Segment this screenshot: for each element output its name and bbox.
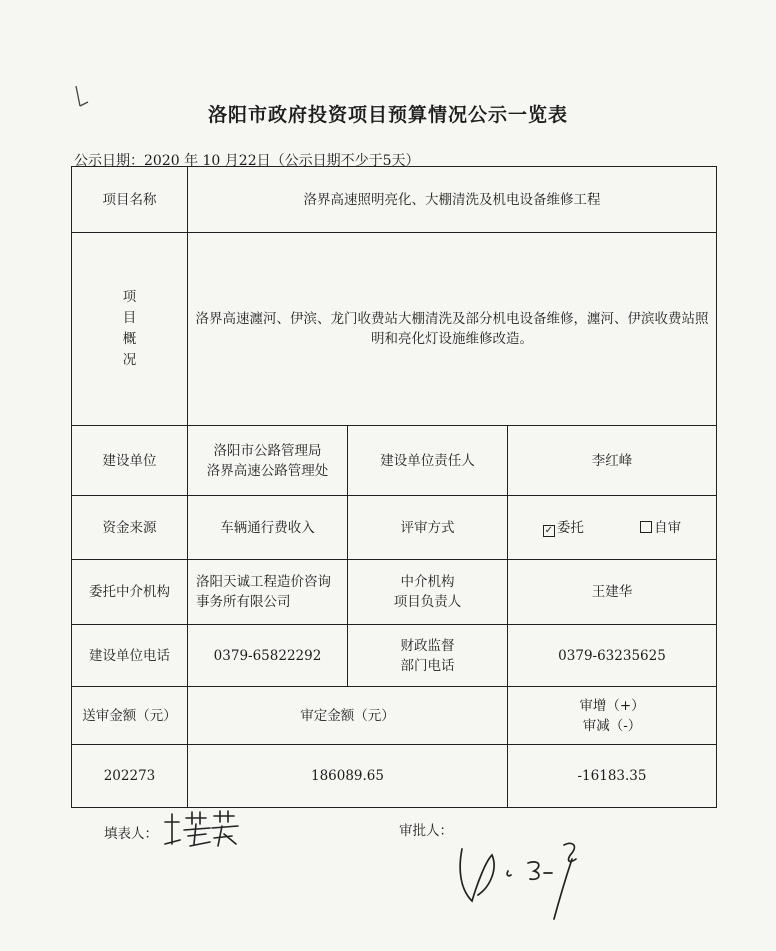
builder-label: 建设单位 [72,426,188,496]
filler-signature [162,808,242,850]
approver-label: 审批人： [399,823,453,839]
builder-person-label: 建设单位责任人 [348,426,508,496]
approver-signature [448,815,598,925]
publish-date: 公示日期：2020 年 10 月22日（公示日期不少于5天） [74,153,420,169]
checkbox-self-review[interactable] [640,521,652,533]
finance-phone-value: 0379-63235625 [508,625,717,687]
project-name-label: 项目名称 [72,167,188,233]
row-builder [72,426,717,496]
fund-source-value: 车辆通行费收入 [188,496,348,560]
approved-amount-value: 186089.65 [188,745,508,808]
review-method-label: 评审方式 [348,496,508,560]
row-amount-values [72,745,717,808]
review-method-options [508,496,717,560]
checkbox-entrusted[interactable]: ✓ [544,524,554,536]
document-title: 洛阳市政府投资项目预算情况公示一览表 [207,104,568,126]
margin-mark [70,82,100,112]
overview-value: 洛界高速瀍河、伊滨、龙门收费站大棚清洗及部分机电设备维修，瀍河、伊滨收费站照明和亮化灯设施维修改造。 [188,233,717,426]
row-project-name [72,167,717,233]
fund-source-label: 资金来源 [72,496,188,560]
agency-label: 委托中介机构 [72,560,188,625]
filler-label: 填表人： [104,826,158,842]
agency-person-value: 王建华 [508,560,717,625]
option-entrusted-label: 委托 [556,519,584,536]
row-phone [72,625,717,687]
builder-person-value: 李红峰 [508,426,717,496]
project-name-value: 洛界高速照明亮化、大棚清洗及机电设备维修工程 [188,167,717,233]
budget-form-table [71,166,717,808]
approved-amount-label: 审定金额（元） [188,687,508,745]
builder-value: 洛阳市公路管理局 洛界高速公路管理处 [188,426,348,496]
builder-phone-label: 建设单位电话 [72,625,188,687]
overview-label: 项 目 概 况 [122,289,137,368]
row-agency [72,560,717,625]
change-label: 审增（+） 审减（-） [508,687,717,745]
finance-phone-label: 财政监督 部门电话 [348,625,508,687]
change-value: -16183.35 [508,745,717,808]
row-fund-source [72,496,717,560]
submitted-amount-label: 送审金额（元） [72,687,188,745]
row-overview [72,233,717,426]
agency-value: 洛阳天诚工程造价咨询事务所有限公司 [188,560,348,625]
agency-person-label: 中介机构 项目负责人 [348,560,508,625]
row-amount-headers [72,687,717,745]
builder-phone-value: 0379-65822292 [188,625,348,687]
submitted-amount-value: 202273 [72,745,188,808]
option-self-review-label: 自审 [654,519,682,536]
